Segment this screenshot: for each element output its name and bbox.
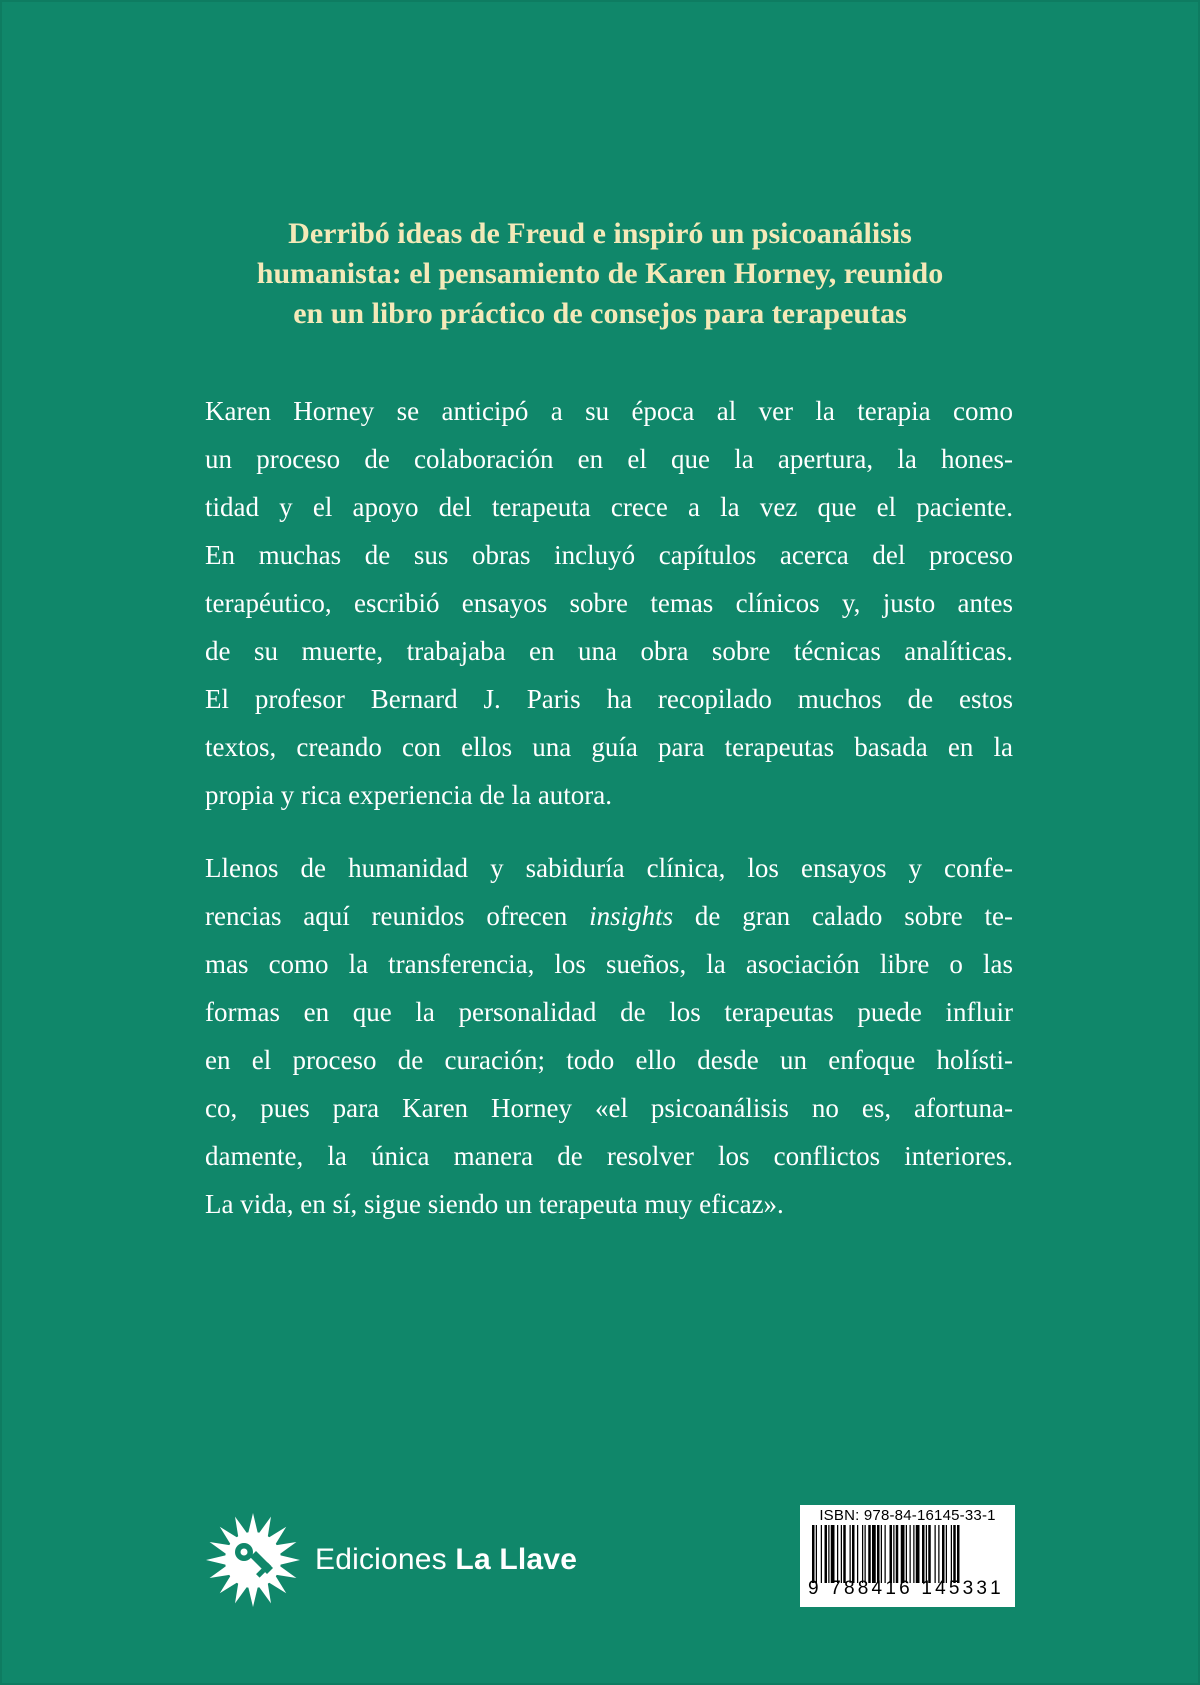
barcode-bar <box>885 1525 886 1583</box>
text-line: Llenos de humanidad y sabiduría clínica, los ensayos y confe- <box>205 853 1013 883</box>
barcode-bar <box>828 1525 829 1583</box>
italic-term: insights <box>589 901 674 931</box>
text-line: formas en que la personalidad de los terapeutas puede influir <box>205 997 1013 1027</box>
barcode-digits: 9 788416 145331 <box>808 1578 1004 1599</box>
text-line: en el proceso de curación; todo ello desde un enfoque holísti- <box>205 1045 1013 1075</box>
barcode-bar <box>922 1525 925 1583</box>
barcode-bar <box>913 1525 914 1583</box>
barcode-bar <box>816 1525 817 1583</box>
barcode-bar <box>868 1525 871 1583</box>
barcode-bar <box>910 1525 911 1583</box>
barcode-bar <box>953 1525 956 1583</box>
publisher-name-bold: La Llave <box>455 1543 578 1576</box>
barcode-bar <box>872 1525 876 1583</box>
barcode-bar <box>928 1525 931 1583</box>
synopsis <box>205 387 1013 1228</box>
barcode-bar <box>893 1525 894 1583</box>
barcode-bar <box>957 1525 960 1583</box>
barcode-bar <box>881 1525 882 1583</box>
barcode-bar <box>862 1525 863 1583</box>
barcode-bar <box>850 1525 851 1583</box>
barcode-bar <box>852 1525 855 1583</box>
barcode-bar <box>841 1525 842 1583</box>
isbn-label: ISBN: 978-84-16145-33-1 <box>819 1507 996 1524</box>
isbn-barcode <box>800 1505 1015 1607</box>
barcode-bar <box>938 1525 939 1583</box>
barcode-bar <box>890 1525 893 1583</box>
barcode-bar <box>865 1525 866 1583</box>
barcode-bar <box>935 1525 936 1583</box>
barcode-bar <box>906 1525 907 1583</box>
text-line <box>205 892 1013 940</box>
synopsis-paragraph-2 <box>205 844 1013 1228</box>
text-segment: rencias aquí reunidos ofrecen <box>205 901 590 931</box>
barcode-bar <box>837 1525 838 1583</box>
barcode-bars <box>808 1525 1007 1583</box>
headline-line: en un libro práctico de consejos para terapeutas <box>293 297 907 330</box>
text-segment: de gran calado sobre te- <box>673 901 1013 931</box>
publisher-logo <box>203 1510 577 1610</box>
barcode-bar <box>942 1525 945 1583</box>
headline-line: humanista: el pensamiento de Karen Horney, reunido <box>256 257 944 290</box>
publisher-name <box>315 1543 577 1577</box>
headline <box>150 214 1050 334</box>
text-line: La vida, en sí, sigue siendo un terapeuta muy eficaz». <box>205 1189 784 1219</box>
barcode-bar <box>843 1525 846 1583</box>
text-line: co, pues para Karen Horney «el psicoanálisis no es, afortuna- <box>205 1093 1013 1123</box>
text-line: Karen Horney se anticipó a su época al ver la terapia como <box>205 396 1013 426</box>
text-line: propia y rica experiencia de la autora. <box>205 780 613 810</box>
text-line: terapéutico, escribió ensayos sobre temas clínicos y, justo antes <box>205 588 1013 618</box>
barcode-bar <box>831 1525 835 1583</box>
barcode-bar <box>946 1525 947 1583</box>
barcode-bar <box>877 1525 880 1583</box>
text-line: textos, creando con ellos una guía para terapeutas basada en la <box>205 732 1013 762</box>
barcode-bar <box>901 1525 905 1583</box>
synopsis-paragraph-1 <box>205 387 1013 819</box>
barcode-bar <box>916 1525 920 1583</box>
barcode-bar <box>926 1525 927 1583</box>
headline-line: Derribó ideas de Freud e inspiró un psicoanálisis <box>288 217 912 250</box>
barcode-bar <box>812 1525 815 1583</box>
barcode-bar <box>896 1525 899 1583</box>
barcode-bar <box>857 1525 858 1583</box>
text-line: damente, la única manera de resolver los conflictos interiores. <box>205 1141 1013 1171</box>
barcode-bar <box>825 1525 828 1583</box>
barcode-bar <box>951 1525 952 1583</box>
text-line: de su muerte, trabajaba en una obra sobre técnicas analíticas. <box>205 636 1013 666</box>
sun-key-icon <box>203 1510 303 1610</box>
publisher-name-regular: Ediciones <box>315 1543 456 1576</box>
text-line: tidad y el apoyo del terapeuta crece a la vez que el paciente. <box>205 492 1013 522</box>
text-line: El profesor Bernard J. Paris ha recopilado muchos de estos <box>205 684 1013 714</box>
barcode-bar <box>821 1525 822 1583</box>
text-line: un proceso de colaboración en el que la apertura, la hones- <box>205 444 1013 474</box>
text-line: En muchas de sus obras incluyó capítulos acerca del proceso <box>205 540 1013 570</box>
text-line: mas como la transferencia, los sueños, la asociación libre o las <box>205 949 1013 979</box>
